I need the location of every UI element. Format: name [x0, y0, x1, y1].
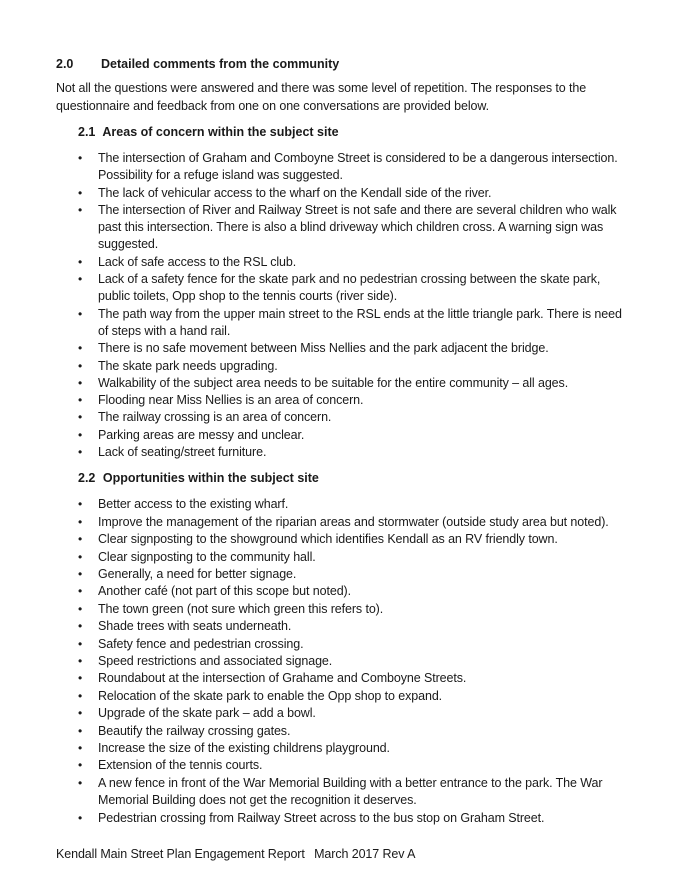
list-item — [78, 566, 626, 583]
list-item — [78, 375, 626, 392]
subsection-title: Areas of concern within the subject site — [102, 125, 339, 139]
list-item — [78, 670, 626, 687]
list-item — [78, 392, 626, 409]
list-item-text: Speed restrictions and associated signage. — [98, 654, 333, 668]
list-item-text: Pedestrian crossing from Railway Street across to the bus stop on Graham Street. — [98, 810, 545, 825]
bullet-icon: • — [78, 427, 83, 442]
list-item-text: Safety fence and pedestrian crossing. — [98, 636, 304, 651]
list-item-text: Walkability of the subject area needs to be suitable for the entire community – all ages. — [98, 375, 569, 390]
list-item-text: Generally, a need for better signage. — [98, 566, 297, 581]
list-item-text: Parking areas are messy and unclear. — [98, 427, 305, 442]
list-item-text: Another café (not part of this scope but noted). — [98, 584, 351, 599]
list-item — [78, 618, 626, 635]
bullet-icon: • — [78, 410, 83, 425]
list-item — [78, 688, 626, 705]
subsection-heading-opportunities — [78, 470, 626, 487]
list-item — [78, 271, 626, 306]
list-item — [78, 427, 626, 444]
bullet-icon: • — [78, 723, 83, 738]
list-item-text: The intersection of River and Railway Street is not safe and there are several children who walk past this intersection. There is also a blind driveway which children cross. A warning sign was suggested. — [98, 202, 617, 252]
section-title: Detailed comments from the community — [101, 57, 340, 71]
bullet-icon: • — [78, 741, 83, 756]
list-item — [78, 514, 626, 531]
list-item — [78, 358, 626, 375]
bullet-icon: • — [78, 671, 83, 686]
list-item — [78, 757, 626, 774]
list-item — [78, 653, 626, 670]
list-item-text: The intersection of Graham and Comboyne Street is considered to be a dangerous intersection. Possibility for a refuge island was suggested. — [98, 151, 618, 183]
section-intro: Not all the questions were answered and there was some level of repetition. The responses to the questionnaire and feedback from one on one conversations are provided below. — [56, 81, 587, 113]
list-item-text: The town green (not sure which green this refers to). — [98, 601, 384, 616]
list-item — [78, 583, 626, 600]
bullet-icon: • — [78, 375, 83, 390]
bullet-icon: • — [78, 358, 83, 373]
page-footer — [56, 846, 415, 862]
bullet-icon: • — [78, 185, 83, 200]
bullet-icon: • — [78, 566, 83, 581]
list-item-text: A new fence in front of the War Memorial Building with a better entrance to the park. The War Memorial Building does not get the recognition it deserves. — [98, 775, 603, 808]
list-item-text: Beautify the railway crossing gates. — [98, 723, 291, 738]
bullet-icon: • — [78, 549, 83, 564]
concerns-list — [56, 150, 626, 461]
bullet-icon: • — [78, 445, 83, 460]
list-item — [78, 409, 626, 426]
list-item — [78, 340, 626, 357]
bullet-icon: • — [78, 584, 83, 599]
bullet-icon: • — [78, 688, 83, 703]
list-item-text: The skate park needs upgrading. — [98, 358, 278, 373]
document-body — [56, 56, 626, 836]
list-item — [78, 740, 626, 757]
list-item-text: The railway crossing is an area of concern. — [98, 410, 332, 425]
bullet-icon: • — [78, 810, 83, 825]
footer-report-title: Kendall Main Street Plan Engagement Report — [56, 847, 305, 861]
bullet-icon: • — [78, 497, 83, 512]
bullet-icon: • — [78, 601, 83, 616]
list-item — [78, 496, 626, 513]
list-item-text: Lack of seating/street furniture. — [98, 445, 267, 460]
list-item-text: Increase the size of the existing childrens playground. — [98, 741, 390, 756]
bullet-icon: • — [78, 758, 83, 773]
list-item-text: Improve the management of the riparian areas and stormwater (outside study area but noted). — [98, 514, 609, 529]
subsection-heading-concerns — [78, 124, 626, 141]
subsection-number: 2.1 — [78, 125, 96, 139]
list-item-text: Clear signposting to the community hall. — [98, 549, 316, 564]
list-item-text: Upgrade of the skate park – add a bowl. — [98, 706, 316, 721]
list-item-text: Relocation of the skate park to enable the Opp shop to expand. — [98, 688, 443, 703]
list-item — [78, 531, 626, 548]
list-item — [78, 444, 626, 461]
bullet-icon: • — [78, 393, 83, 408]
list-item-text: There is no safe movement between Miss Nellies and the park adjacent the bridge. — [98, 341, 549, 356]
bullet-icon: • — [78, 272, 83, 287]
footer-date: March 2017 Rev A — [314, 847, 416, 861]
list-item — [78, 185, 626, 202]
subsection-number: 2.2 — [78, 471, 96, 486]
list-item-text: Shade trees with seats underneath. — [98, 619, 292, 634]
bullet-icon: • — [78, 619, 83, 634]
list-item-text: The lack of vehicular access to the wharf on the Kendall side of the river. — [98, 185, 492, 200]
bullet-icon: • — [78, 532, 83, 547]
list-item-text: Better access to the existing wharf. — [98, 497, 289, 512]
bullet-icon: • — [78, 636, 83, 651]
list-item-text: Lack of a safety fence for the skate park and no pedestrian crossing between the skate park, public toilets, Opp shop to the tennis courts (river side). — [98, 272, 601, 304]
list-item-text: Roundabout at the intersection of Grahame and Comboyne Streets. — [98, 671, 467, 686]
bullet-icon: • — [78, 306, 83, 321]
bullet-icon: • — [78, 654, 83, 668]
list-item-text: Flooding near Miss Nellies is an area of concern. — [98, 393, 364, 408]
bullet-icon: • — [78, 514, 83, 529]
list-item — [78, 150, 626, 185]
section-heading — [56, 56, 626, 73]
list-item-text: Clear signposting to the showground which identifies Kendall as an RV friendly town. — [98, 532, 558, 547]
bullet-icon: • — [78, 254, 83, 269]
bullet-icon: • — [78, 706, 83, 721]
list-item — [78, 202, 626, 254]
bullet-icon: • — [78, 151, 83, 165]
section-number: 2.0 — [56, 57, 74, 71]
opportunities-list — [56, 496, 626, 827]
bullet-icon: • — [78, 775, 83, 790]
list-item-text: Extension of the tennis courts. — [98, 758, 263, 773]
list-item — [78, 775, 626, 810]
list-item — [78, 549, 626, 566]
list-item — [78, 601, 626, 618]
bullet-icon: • — [78, 341, 83, 356]
list-item-text: Lack of safe access to the RSL club. — [98, 254, 297, 269]
list-item — [78, 306, 626, 341]
list-item-text: The path way from the upper main street to the RSL ends at the little triangle park. There is need of steps with a hand rail. — [98, 306, 622, 338]
list-item — [78, 254, 626, 271]
list-item — [78, 810, 626, 827]
list-item — [78, 723, 626, 740]
list-item — [78, 705, 626, 722]
bullet-icon: • — [78, 202, 83, 217]
subsection-title: Opportunities within the subject site — [102, 471, 319, 486]
list-item — [78, 636, 626, 653]
